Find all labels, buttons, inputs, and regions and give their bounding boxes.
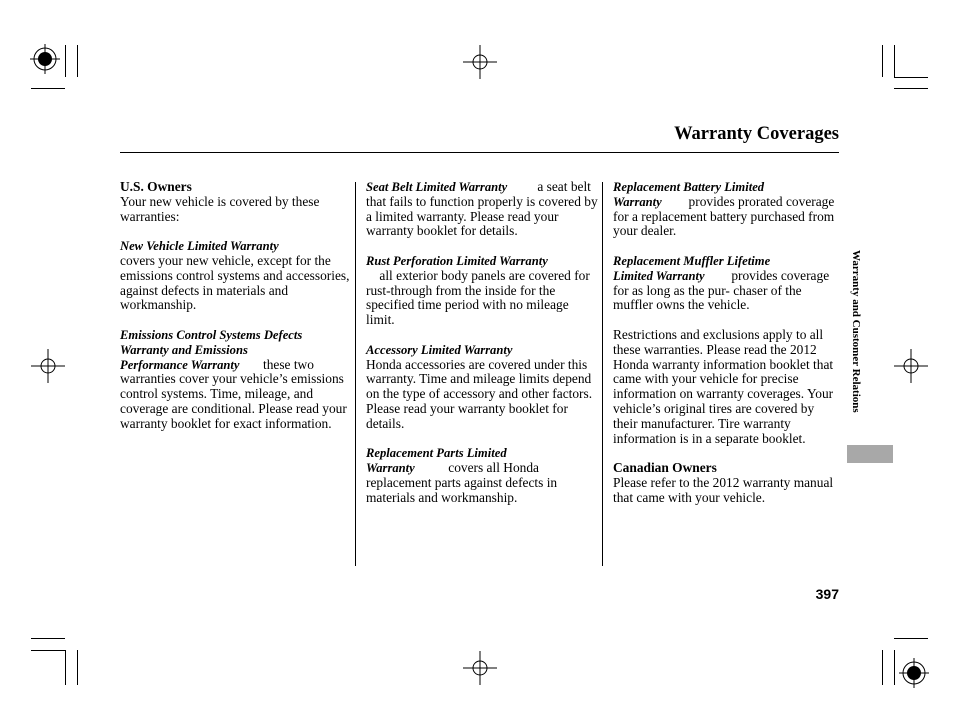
crosshair-icon — [463, 45, 497, 79]
battery-warranty-title-1: Replacement Battery Limited — [613, 180, 765, 194]
battery-warranty-title-2: Warranty — [613, 194, 662, 209]
us-owners-intro: Your new vehicle is covered by these warranties: — [120, 193, 320, 224]
accessory-warranty-title: Accessory Limited Warranty — [366, 342, 513, 357]
parts-warranty-title-1: Replacement Parts Limited — [366, 446, 507, 461]
emissions-warranty-title-2: Warranty and Emissions — [120, 342, 248, 357]
muffler-warranty-body: coverage for as long as the pur- chaser of the muffler owns the vehicle. — [613, 267, 830, 313]
section-side-label — [826, 250, 886, 440]
restrictions-text: Restrictions and exclusions apply to all these warranties. Please read the 2012 Honda warranty information booklet that came with your vehicle for precise information on warranty coverages. Your vehicle’s original tires are covered by their manufacturer. Tire warranty information is in a separate booklet. — [613, 326, 834, 446]
rust-warranty-title: Rust Perforation Limited Warranty — [366, 253, 548, 268]
section-tab-marker — [847, 445, 893, 463]
column-left — [120, 180, 352, 446]
rust-warranty-body: covered for rust-through from the inside for the specified time period with no mileage limit. — [366, 267, 590, 328]
muffler-warranty-title-2: Limited Warranty — [613, 268, 705, 283]
battery-warranty-body: coverage for a replacement battery purchased from your dealer. — [613, 193, 835, 239]
crosshair-icon — [31, 349, 65, 383]
seat-belt-warranty-body: belt that fails to function properly is covered by a limited warranty. Please read your warranty booklet for details. — [366, 179, 598, 239]
registration-target-icon — [899, 658, 929, 688]
column-divider — [602, 182, 603, 566]
emissions-warranty-body: warranties cover your vehicle’s emissions control systems. Time, mileage, and coverage are conditional. Please read your warranty booklet for exact information. — [120, 371, 347, 431]
title-rule — [120, 152, 839, 153]
new-vehicle-warranty-title: New Vehicle Limited Warranty — [120, 239, 279, 254]
accessory-warranty-body: Honda accessories are covered under this warranty. Time and mileage limits depend on the type of accessory and other factors. Please read your warranty booklet for details. — [366, 356, 593, 431]
crosshair-icon — [463, 651, 497, 685]
new-vehicle-warranty-body: covers your new vehicle, except for the emissions control systems and accessories, against defects in materials and workmanship. — [120, 252, 350, 313]
us-owners-heading: U.S. Owners — [120, 179, 192, 194]
column-middle — [366, 180, 598, 520]
registration-target-icon — [30, 44, 60, 74]
seat-belt-warranty-title: Seat Belt Limited Warranty — [366, 180, 508, 194]
parts-warranty-title-2: Warranty — [366, 461, 415, 476]
crosshair-icon — [894, 349, 928, 383]
column-right — [613, 180, 835, 520]
parts-warranty-body-lead: covers all Honda — [448, 460, 539, 476]
canadian-owners-body: Please refer to the 2012 warranty manual that came with your vehicle. — [613, 474, 834, 505]
column-divider — [355, 182, 356, 566]
parts-warranty-body: replacement parts against defects in materials and workmanship. — [366, 474, 558, 505]
muffler-warranty-body-lead: provides — [731, 267, 778, 283]
side-label-text: Warranty and Customer Relations — [850, 250, 862, 413]
muffler-warranty-title-1: Replacement Muffler Lifetime — [613, 253, 771, 268]
battery-warranty-body-lead: provides prorated — [688, 193, 783, 209]
emissions-warranty-title-1: Emissions Control Systems Defects — [120, 327, 303, 342]
seat-belt-warranty-body-lead: a seat — [537, 179, 568, 194]
canadian-owners-heading: Canadian Owners — [613, 460, 717, 476]
page-title: Warranty Coverages — [674, 124, 839, 144]
page-number: 397 — [815, 586, 839, 602]
rust-warranty-body-lead: all exterior body panels are — [379, 267, 526, 283]
emissions-warranty-title-3: Performance Warranty — [120, 357, 240, 372]
emissions-warranty-body-lead: these two — [262, 356, 314, 372]
